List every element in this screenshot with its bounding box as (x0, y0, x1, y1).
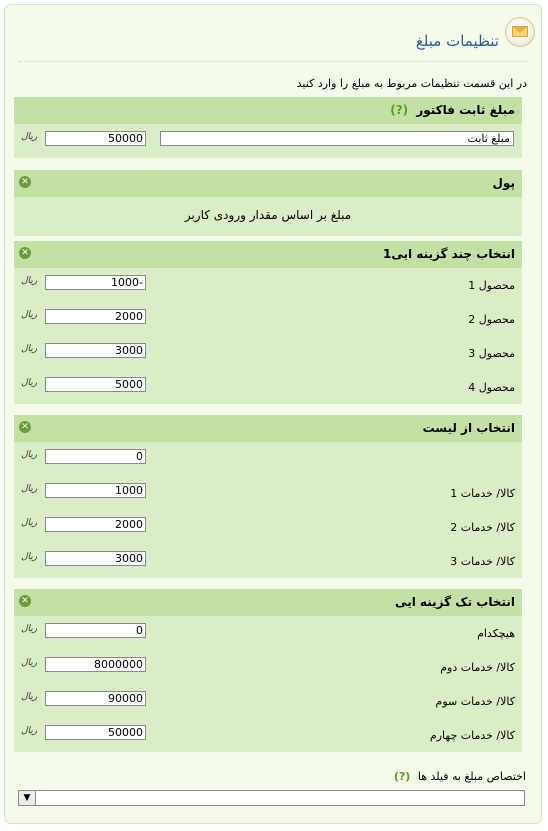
amount-input[interactable] (45, 551, 146, 566)
assign-fields-label (394, 770, 526, 783)
remove-icon[interactable]: ✕ (19, 247, 31, 259)
amount-input[interactable] (45, 343, 146, 358)
section-title: انتخاب از لیست (422, 421, 515, 435)
item-label: کالا/ خدمات سوم (435, 695, 515, 708)
section-body (14, 268, 522, 404)
list-item (14, 650, 522, 684)
section-header (14, 415, 522, 442)
section-body (14, 124, 522, 158)
panel-header (5, 5, 541, 65)
section-title: انتخاب تک گزینه ایی (395, 595, 515, 609)
chevron-down-icon[interactable]: ▼ (19, 791, 36, 805)
amount-input[interactable] (45, 623, 146, 638)
assign-fields-select[interactable] (18, 790, 525, 806)
amount-input[interactable] (45, 275, 146, 290)
intro-text: در این قسمت تنظیمات مربوط به مبلغ را وارد کنید (296, 77, 527, 90)
section-multi-choice (14, 241, 522, 404)
section-header (14, 170, 522, 197)
list-item (14, 684, 522, 718)
section-body (14, 616, 522, 752)
amount-input[interactable] (45, 657, 146, 672)
unit-label: ریال (21, 484, 38, 494)
section-header (14, 589, 522, 616)
money-description: مبلغ بر اساس مقدار ورودی کاربر (184, 208, 352, 222)
title-divider (19, 61, 527, 62)
section-title: انتخاب چند گزینه ایی1 (383, 247, 515, 261)
remove-icon[interactable]: ✕ (19, 595, 31, 607)
unit-label: ریال (21, 310, 38, 320)
amount-input[interactable] (45, 725, 146, 740)
item-label: کالا/ خدمات 3 (450, 555, 515, 568)
unit-label: ریال (21, 132, 38, 142)
section-list-choice (14, 415, 522, 578)
item-label: کالا/ خدمات 2 (450, 521, 515, 534)
list-item (14, 544, 522, 578)
list-item (14, 616, 522, 650)
section-title: پول (492, 176, 515, 190)
help-link[interactable]: (?) (393, 770, 411, 783)
section-body (14, 442, 522, 578)
amount-input[interactable] (45, 691, 146, 706)
amount-input[interactable] (45, 377, 146, 392)
list-item (14, 302, 522, 336)
amount-input[interactable] (45, 309, 146, 324)
assign-fields-text: اختصاص مبلغ به فیلد ها (417, 770, 526, 783)
list-item (14, 510, 522, 544)
unit-label: ریال (21, 450, 38, 460)
remove-icon[interactable]: ✕ (19, 421, 31, 433)
unit-label: ریال (21, 624, 38, 634)
item-label: کالا/ خدمات چهارم (429, 729, 515, 742)
section-single-choice (14, 589, 522, 752)
item-label: کالا/ خدمات دوم (440, 661, 515, 674)
unit-label: ریال (21, 658, 38, 668)
fixed-row (14, 124, 522, 158)
unit-label: ریال (21, 344, 38, 354)
item-label: محصول 3 (468, 347, 515, 360)
amount-input[interactable] (45, 483, 146, 498)
unit-label: ریال (21, 518, 38, 528)
section-body (14, 197, 522, 236)
remove-icon[interactable]: ✕ (19, 176, 31, 188)
fixed-text-input[interactable] (160, 131, 514, 146)
amount-input[interactable] (45, 449, 146, 464)
envelope-icon (505, 17, 535, 47)
section-header (14, 241, 522, 268)
list-item (14, 336, 522, 370)
list-item (14, 268, 522, 302)
item-label: هیچکدام (477, 627, 515, 640)
section-header (14, 97, 522, 124)
section-fixed-amount (14, 97, 522, 158)
item-label: محصول 2 (468, 313, 515, 326)
item-label: محصول 4 (468, 381, 515, 394)
unit-label: ریال (21, 726, 38, 736)
item-label: کالا/ خدمات 1 (450, 487, 515, 500)
list-item (14, 476, 522, 510)
unit-label: ریال (21, 378, 38, 388)
section-title: مبلغ ثابت فاکتور (416, 103, 515, 117)
unit-label: ریال (21, 276, 38, 286)
unit-label: ریال (21, 552, 38, 562)
help-link[interactable]: (?) (390, 103, 409, 117)
list-item (14, 442, 522, 476)
item-label: محصول 1 (468, 279, 515, 292)
unit-label: ریال (21, 692, 38, 702)
list-item (14, 370, 522, 404)
page-title: تنظیمات مبلغ (415, 32, 499, 50)
fixed-amount-input[interactable] (45, 131, 146, 146)
section-money (14, 170, 522, 236)
list-item (14, 718, 522, 752)
amount-input[interactable] (45, 517, 146, 532)
